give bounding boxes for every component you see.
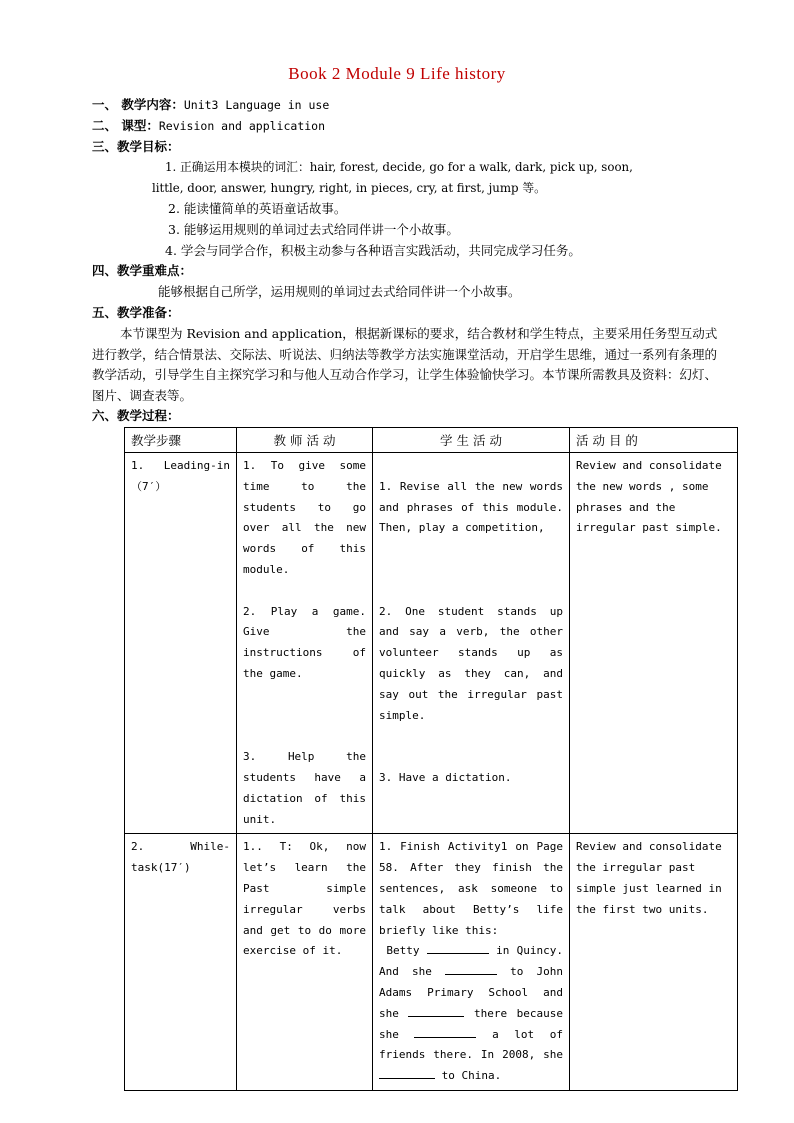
section-preparation: 五、教学准备： <box>92 305 180 320</box>
student-cell: 1. Revise all the new words and phrases of this module. Then, play a competition, 2. One student stands up and say a verb, the other volunteer stands up as quickly as they can, and say out the irregular past simple. 3. Have a dictation. <box>373 453 570 834</box>
step-cell: 2. While-task(17′) <box>125 834 237 1091</box>
goal-item-3: 3. 能够运用规则的单词过去式给同伴讲一个小故事。 <box>168 222 459 237</box>
goal-item-1: 1. 正确运用本模块的词汇：hair, forest, decide, go for a walk, dark, pick up, soon, <box>165 160 633 174</box>
teacher-cell: 1.. T: Ok, now let’s learn the Past simple irregular verbs and get to do more exercise of it. <box>237 834 373 1091</box>
section-keypoints: 四、教学重难点： <box>92 263 193 278</box>
section-process: 六、教学过程： <box>92 408 180 423</box>
page-title: Book 2 Module 9 Life history <box>288 64 506 83</box>
goal-item-2: 2. 能读懂简单的英语童话故事。 <box>168 201 347 216</box>
section-goals: 三、教学目标： <box>92 139 180 154</box>
student-cell: 1. Finish Activity1 on Page 58. After they finish the sentences, ask someone to talk about Betty’s life briefly like this: Betty in Quincy. And she to John Adams Primary School and she there because she a lot of friends there. In 2008, she to China. <box>373 834 570 1091</box>
keypoints-text: 能够根据自己所学，运用规则的单词过去式给同伴讲一个小故事。 <box>158 284 521 299</box>
purpose-cell: Review and consolidate the irregular past simple just learned in the first two units. <box>570 834 738 1091</box>
header-student: 学 生 活 动 <box>373 428 570 453</box>
process-table <box>124 427 738 1091</box>
goal-item-4: 4. 学会与同学合作，积极主动参与各种语言实践活动，共同完成学习任务。 <box>165 243 581 258</box>
section-content: 一、 教学内容：Unit3 Language in use <box>92 97 330 112</box>
preparation-text: 本节课型为 Revision and application，根据新课标的要求，结合教材和学生特点，主要采用任务型互动式进行教学，结合情景法、交际法、听说法、归纳法等教学方法实施课堂活动，开启学生思维，通过一系列有条理的教学活动，引导学生自主探究学习和与他人互动合作学习，让学生体验愉快学习。本节课所需教具及资料：幻灯、图片、调查表等。 <box>92 326 718 403</box>
table-header-row <box>125 428 738 453</box>
teacher-cell: 1. To give some time to the students to go over all the new words of this module. 2. Play a game. Give the instructions of the game. 3. Help the students have a dictation of this unit. <box>237 453 373 834</box>
header-step: 教学步骤 <box>125 428 237 453</box>
table-row <box>125 834 738 1091</box>
header-teacher: 教 师 活 动 <box>237 428 373 453</box>
table-row <box>125 453 738 834</box>
section-type: 二、 课型：Revision and application <box>92 118 326 133</box>
header-purpose: 活 动 目 的 <box>570 428 738 453</box>
purpose-cell: Review and consolidate the new words , some phrases and the irregular past simple. <box>570 453 738 834</box>
goal-item-1-cont: little, door, answer, hungry, right, in pieces, cry, at first, jump 等。 <box>152 181 546 195</box>
step-cell: 1. Leading-in （7′） <box>125 453 237 834</box>
